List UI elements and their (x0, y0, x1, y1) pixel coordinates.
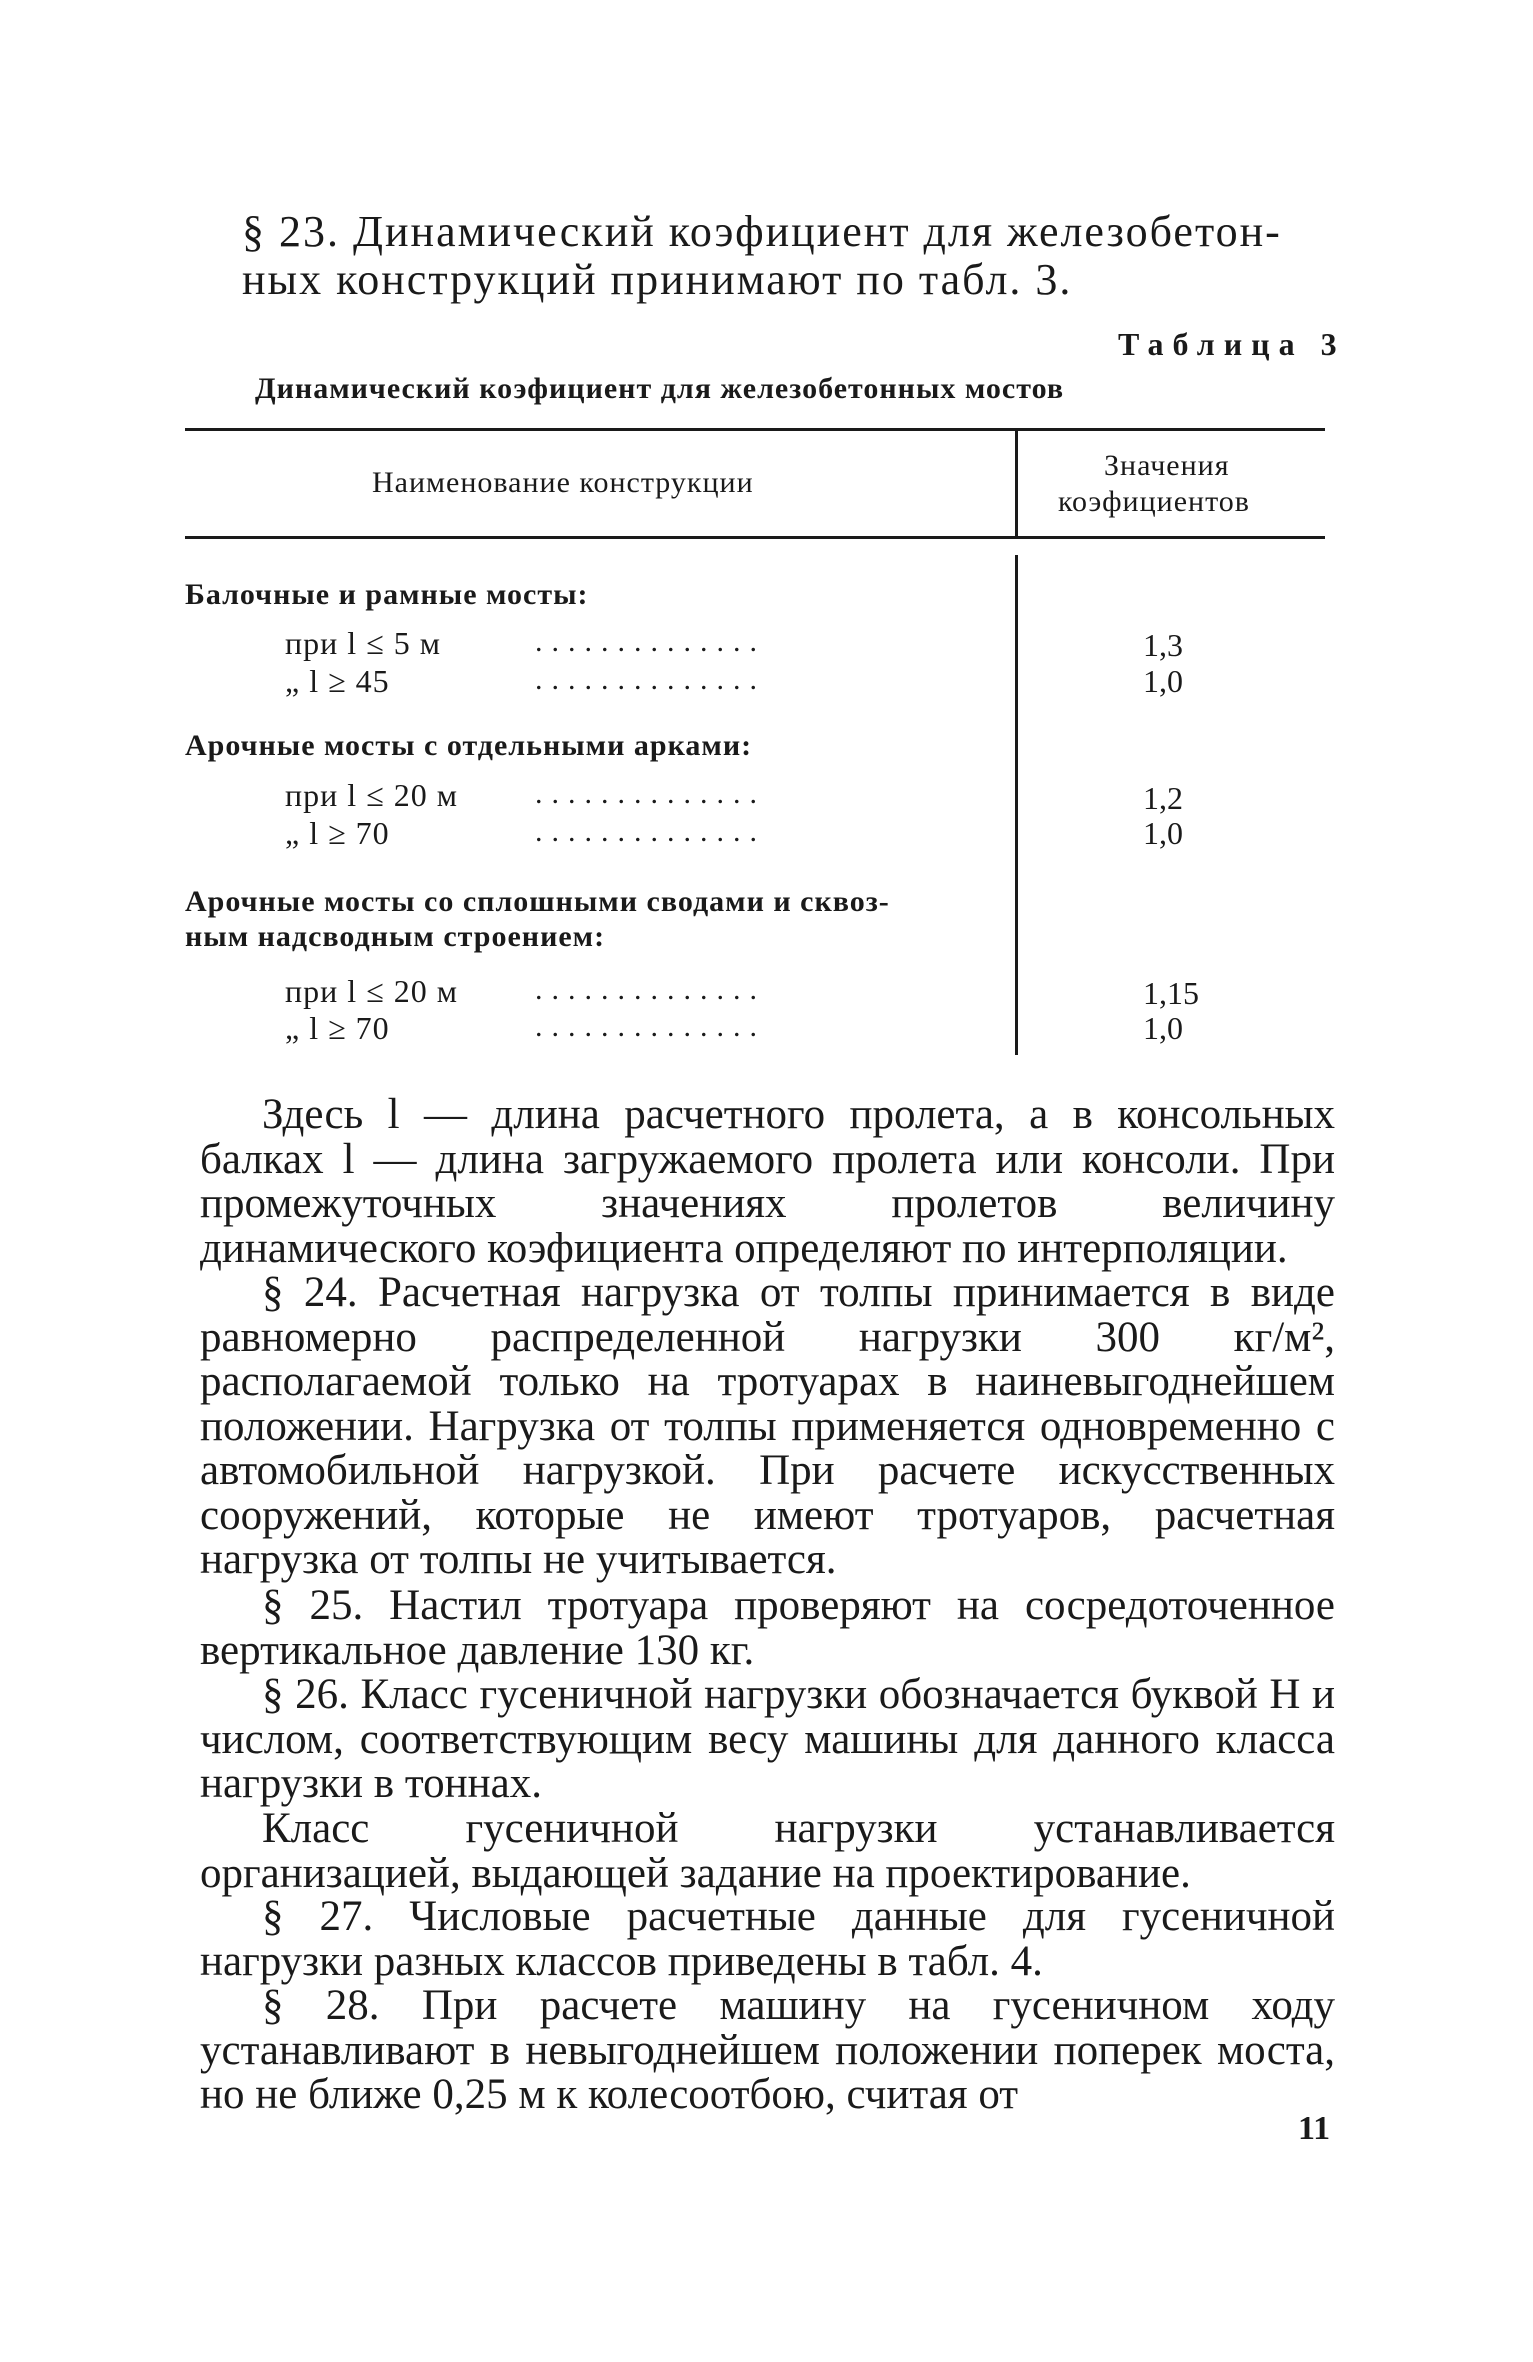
leader-dots: .............. (535, 973, 766, 1006)
group-arch-bridges-solid-vaults-line-1: Арочные мосты со сплошными сводами и сквоз- (185, 885, 890, 918)
intro-line-2: ных конструкций принимают по табл. 3. (242, 255, 1073, 304)
intro-line-1: § 23. Динамический коэфициент для железобетон- (242, 207, 1282, 256)
row-label: „ l ≥ 70 (285, 815, 390, 851)
row-value: 1,2 (1143, 780, 1183, 816)
paragraph-section-24: § 24. Расчетная нагрузка от толпы принимается в виде равномерно распределенной нагрузки 300 кг/м², располагаемой только на тротуарах в наиневыгоднейшем положении. Нагрузка от толпы применяется одновременно с автомобильной нагрузкой. При расчете искусственных сооружений, которые не имеют тротуаров, расчетная нагрузка от толпы не учитывается. (200, 1269, 1335, 1583)
row-value: 1,3 (1143, 627, 1183, 663)
body-column-divider (1015, 555, 1018, 1055)
row-value: 1,15 (1143, 975, 1199, 1011)
leader-dots: .............. (535, 625, 766, 658)
row-value: 1,0 (1143, 1010, 1183, 1046)
group-beam-frame-bridges: Балочные и рамные мосты: (185, 578, 589, 611)
leader-dots: .............. (535, 1010, 766, 1043)
table-title: Динамический коэфициент для железобетонных мостов (255, 372, 1065, 405)
table-header-rule (185, 536, 1325, 539)
row-label: при l ≤ 20 м (285, 777, 458, 813)
header-values-line-1: Значения (1104, 449, 1230, 482)
row-value: 1,0 (1143, 815, 1183, 851)
paragraph-section-27: § 27. Числовые расчетные данные для гусеничной нагрузки разных классов приведены в табл. 4. (200, 1893, 1335, 1985)
paragraph-class-assignment: Класс гусеничной нагрузки устанавливается организацией, выдающей задание на проектирование. (200, 1805, 1335, 1897)
paragraph-section-25: § 25. Настил тротуара проверяют на сосредоточенное вертикальное давление 130 кг. (200, 1582, 1335, 1674)
leader-dots: .............. (535, 663, 766, 696)
group-arch-bridges-separate-arches: Арочные мосты с отдельными арками: (185, 729, 753, 762)
leader-dots: .............. (535, 815, 766, 848)
row-label: „ l ≥ 70 (285, 1010, 390, 1046)
group-arch-bridges-solid-vaults-line-2: ным надсводным строением: (185, 920, 606, 953)
row-label: при l ≤ 5 м (285, 625, 441, 661)
leader-dots: .............. (535, 777, 766, 810)
table-top-rule (185, 428, 1325, 431)
row-label: „ l ≥ 45 (285, 663, 390, 699)
row-label: при l ≤ 20 м (285, 973, 458, 1009)
header-column-divider (1015, 428, 1018, 538)
paragraph-span-definition: Здесь l — длина расчетного пролета, а в консольных балках l — длина загружаемого пролета или консоли. При промежуточных значениях пролетов величину динамического коэфициента определяют по интерполяции. (200, 1091, 1335, 1272)
row-value: 1,0 (1143, 663, 1183, 699)
paragraph-section-26: § 26. Класс гусеничной нагрузки обозначается буквой Н и числом, соответствующим весу машины для данного класса нагрузки в тоннах. (200, 1671, 1335, 1807)
header-construction-name: Наименование конструкции (372, 466, 754, 499)
page-number: 11 (1298, 2110, 1331, 2147)
table-number: Таблица 3 (1118, 326, 1346, 362)
paragraph-section-28: § 28. При расчете машину на гусеничном ходу устанавливают в невыгоднейшем положении поперек моста, но не ближе 0,25 м к колесоотбою, считая от (200, 1982, 1335, 2118)
header-values-line-2: коэфициентов (1058, 485, 1250, 518)
